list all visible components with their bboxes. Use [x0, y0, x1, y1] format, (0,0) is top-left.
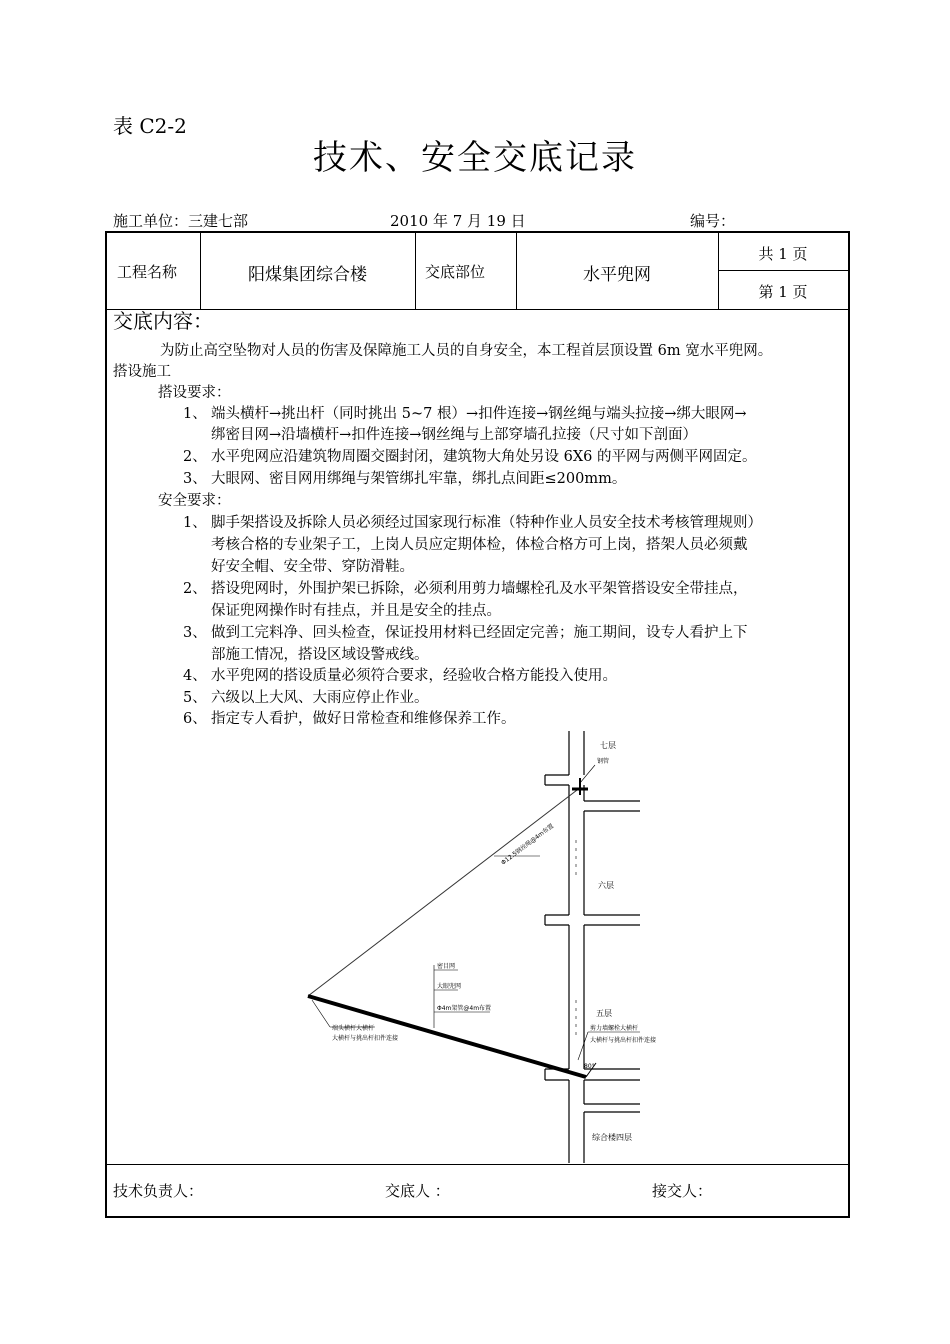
leader-lines [312, 765, 640, 1060]
presenter-signature: 交底人 ： [385, 1182, 450, 1200]
setup-item-num: 1、 [183, 406, 207, 422]
part-value: 水平兜网 [583, 265, 651, 285]
safety-item-line: 考核合格的专业架子工，上岗人员应定期体检，体检合格方可上岗，搭架人员必须戴 [211, 537, 748, 553]
safety-item-line: 部施工情况，搭设区域设警戒线。 [211, 647, 429, 663]
page-title: 技术、安全交底记录 [313, 138, 637, 178]
record-number: 编号： [690, 212, 736, 230]
setup-item-line: 水平兜网应沿建筑物周圈交圈封闭，建筑物大角处另设 6X6 的平网与两侧平网固定。 [211, 449, 757, 465]
part-label: 交底部位 [425, 263, 486, 281]
diagram-label-dense-net: 密目网 [437, 963, 456, 970]
floor-7-label: 七层 [600, 741, 616, 750]
diagram-label-wire: Φ12.5钢丝绳@4m布置 [499, 822, 556, 867]
setup-title: 搭设要求： [158, 385, 231, 401]
record-date: 2010 年 7 月 19 日 [390, 212, 526, 230]
receiver-signature: 接交人： [652, 1182, 713, 1200]
diagram-label-big-net: 大眼兜网 [437, 983, 462, 990]
diagram-label-end-bar-2: 大横杆与挑出杆扣件连接 [332, 1035, 399, 1042]
construction-unit: 施工单位：三建七部 [113, 212, 249, 230]
safety-item-line: 保证兜网操作时有挂点，并且是安全的挂点。 [211, 603, 501, 619]
form-code: 表 C2-2 [113, 114, 187, 138]
diagram-label-wall-1: 剪力墙螺栓大横杆 [590, 1025, 639, 1032]
intro-line: 搭设施工 [113, 364, 171, 380]
diagram-label-pole-spacing: Φ4m架管@4m布置 [437, 1005, 492, 1012]
safety-title: 安全要求： [158, 493, 231, 509]
building-wall [545, 731, 640, 1163]
safety-item-num: 1、 [183, 515, 207, 531]
setup-item-line: 大眼网、密目网用绑绳与架管绑扎牢靠，绑扎点间距≤200mm。 [211, 471, 627, 487]
setup-item-num: 3、 [183, 471, 207, 487]
diagram-label-angle: 80° [584, 1063, 595, 1070]
safety-item-line: 做到工完料净、回头检查，保证投用材料已经固定完善；施工期间，设专人看护上下 [211, 625, 748, 641]
safety-item-line: 指定专人看护，做好日常检查和维修保养工作。 [211, 711, 516, 727]
floor-6-label: 六层 [598, 881, 614, 890]
content-heading: 交底内容： [113, 309, 213, 333]
project-name-value: 阳煤集团综合楼 [248, 265, 367, 285]
floor-5-label: 五层 [596, 1009, 612, 1018]
safety-item-line: 脚手架搭设及拆除人员必须经过国家现行标准（特种作业人员安全技术考核管理规则） [211, 515, 762, 531]
safety-item-num: 5、 [183, 690, 207, 706]
diagram-label-wall-2: 大横杆与挑出杆扣件连接 [590, 1037, 657, 1044]
safety-item-line: 六级以上大风、大雨应停止作业。 [211, 690, 429, 706]
safety-item-num: 3、 [183, 625, 207, 641]
setup-item-line: 端头横杆→挑出杆（同时挑出 5~7 根）→扣件连接→钢丝绳与端头拉接→绑大眼网→ [211, 406, 747, 422]
project-name-label: 工程名称 [117, 263, 178, 281]
diagram-label-pipe: 钢管 [597, 758, 610, 765]
setup-item-num: 2、 [183, 449, 207, 465]
tech-lead-signature: 技术负责人： [113, 1182, 204, 1200]
pages-total: 共 1 页 [758, 245, 808, 263]
safety-item-num: 2、 [183, 581, 207, 597]
safety-item-num: 4、 [183, 668, 207, 684]
safety-item-num: 6、 [183, 711, 207, 727]
safety-item-line: 搭设兜网时，外围护架已拆除，必须利用剪力墙螺栓孔及水平架管搭设安全带挂点， [211, 581, 748, 597]
safety-item-line: 好安全帽、安全带、穿防滑鞋。 [211, 559, 414, 575]
intro-line: 为防止高空坠物对人员的伤害及保障施工人员的自身安全，本工程首层顶设置 6m 宽水平兜网。 [160, 343, 773, 359]
floor-4-label: 综合楼四层 [592, 1133, 632, 1142]
setup-item-line: 绑密目网→沿墙横杆→扣件连接→钢丝绳与上部穿墙孔拉接（尺寸如下剖面） [211, 427, 697, 443]
diagram-label-end-bar-1: 端头横杆大横杆 [332, 1025, 375, 1032]
page-current: 第 1 页 [758, 283, 808, 301]
safety-item-line: 水平兜网的搭设质量必须符合要求，经验收合格方能投入使用。 [211, 668, 617, 684]
